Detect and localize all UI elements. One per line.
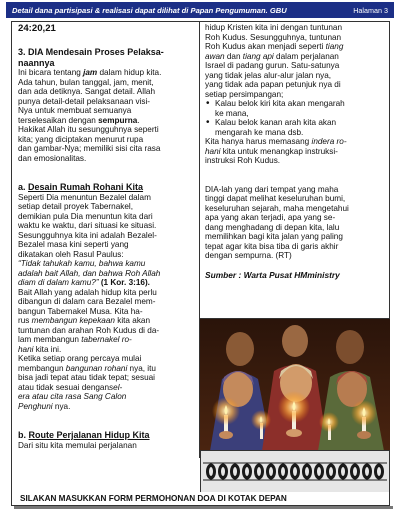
paragraph-dia: DIA-lah yang dari tempat yang maha tinggi dapat melihat keseluruhan bumi, keseluruhan sejarah, maha mengetahui apa yang akan terjadi, apa yang se- dang menghadang di depan kita, lalu memilihkan bagi kita jalan yang paling tepat agar kita bisa tiba di garis akhir dengan sempurna. (RT)	[205, 184, 349, 260]
page-label: Halaman 3	[353, 5, 388, 15]
paragraph-jam: Ini bicara tentang jam dalam hidup kita.	[18, 68, 162, 77]
list-item: • Kalau belok kanan arah kita akan mengarah ke mana dsb.	[205, 118, 385, 137]
footer-notice: SILAKAN MASUKKAN FORM PERMOHONAN DOA DI KOTAK DEPAN	[11, 492, 390, 506]
header-bar	[6, 2, 394, 18]
chain-border-ornament	[200, 450, 390, 493]
header-title: Detail dana partisipasi & realisasi dapat dilihat di Papan Pengumuman. GBU	[12, 5, 287, 15]
people-holding-candles-photo	[200, 318, 390, 450]
subsection-a-title: a. Desain Rumah Rohani Kita	[18, 182, 144, 192]
source-credit: Sumber : Warta Pusat HMministry	[205, 269, 340, 280]
paragraph-indera: Kita hanya harus memasang indera ro- hani kita untuk menangkap instruksi- instruksi Roh Kudus.	[205, 137, 347, 165]
date-heading: 24:20,21	[18, 23, 56, 34]
paragraph-perjalanan: Dari situ kita memulai perjalanan	[18, 440, 137, 450]
paragraph-hakikat: Hakikat Allah itu sesungguhnya seperti kita; yang diciptakan menurut rupa dan gambar-Nya; memiliki sisi cita rasa dan emosionalitas.	[18, 125, 161, 163]
list-item: • Kalau belok kiri kita akan mengarah ke mana,	[205, 99, 385, 118]
paragraph-detail: Ada tahun, bulan tanggal, jam, menit, dan ada detiknya. Sangat detail. Allah punya detail-detail pelaksanaan visi- Nya untuk membuat semuanya terselesaikan dengan sempurna.	[18, 77, 156, 125]
paragraph-tuntunan: hidup Kristen kita ini dengan tuntunan Roh Kudus. Sesungguhnya, tuntunan Roh Kudus akan menjadi seperti tiang awan dan tiang api dalam perjalanan Israel di padang gurun. Satu-satunya yang tidak jelas alur-alur jalan nya, yang tidak ada papan petunjuk nya di setiap persimpangan;	[205, 23, 344, 99]
right-column	[205, 23, 385, 280]
paragraph-bezalel: Seperti Dia menuntun Bezalel dalam setiap detail proyek Tabernakel, demikian pula Dia menuntun kita dari waktu ke waktu, dari situasi ke situasi. Sesungguhnya kita ini adalah Bezalel- Bezalel masa kini seperti yang dikatakan oleh Rasul Paulus:	[18, 192, 157, 259]
paragraph-bait-allah: Bait Allah yang adalah hidup kita perlu dibangun di dalam cara Bezalel mem- bangun Tabernakel Musa. Kita ha- rus membangun kepekaan kita akan tuntunan dan arahan Roh Kudus di da- lam membangun tabernakel ro- hani kita ini.	[18, 287, 160, 354]
footer-shadow	[14, 506, 393, 509]
paragraph-bangunan: Ketika setiap orang percaya mulai membangun bangunan rohani nya, itu bisa jadi tepat atau tidak tepat; sesuai atau tidak sesuai dengansel- era atau cita rasa Sang Calon Penghuni nya.	[18, 354, 156, 411]
bible-quote: “Tidak tahukah kamu, bahwa kamu adalah bait Allah, dan bahwa Roh Allah diam di dalam kamu?” (1 Kor. 3:16).	[18, 259, 161, 287]
direction-list	[205, 99, 385, 137]
section-3-title: 3. DIA Mendesain Proses Pelaksa- naannya	[18, 47, 164, 68]
left-column	[18, 23, 196, 450]
subsection-b-title: b. Route Perjalanan Hidup Kita	[18, 430, 150, 440]
